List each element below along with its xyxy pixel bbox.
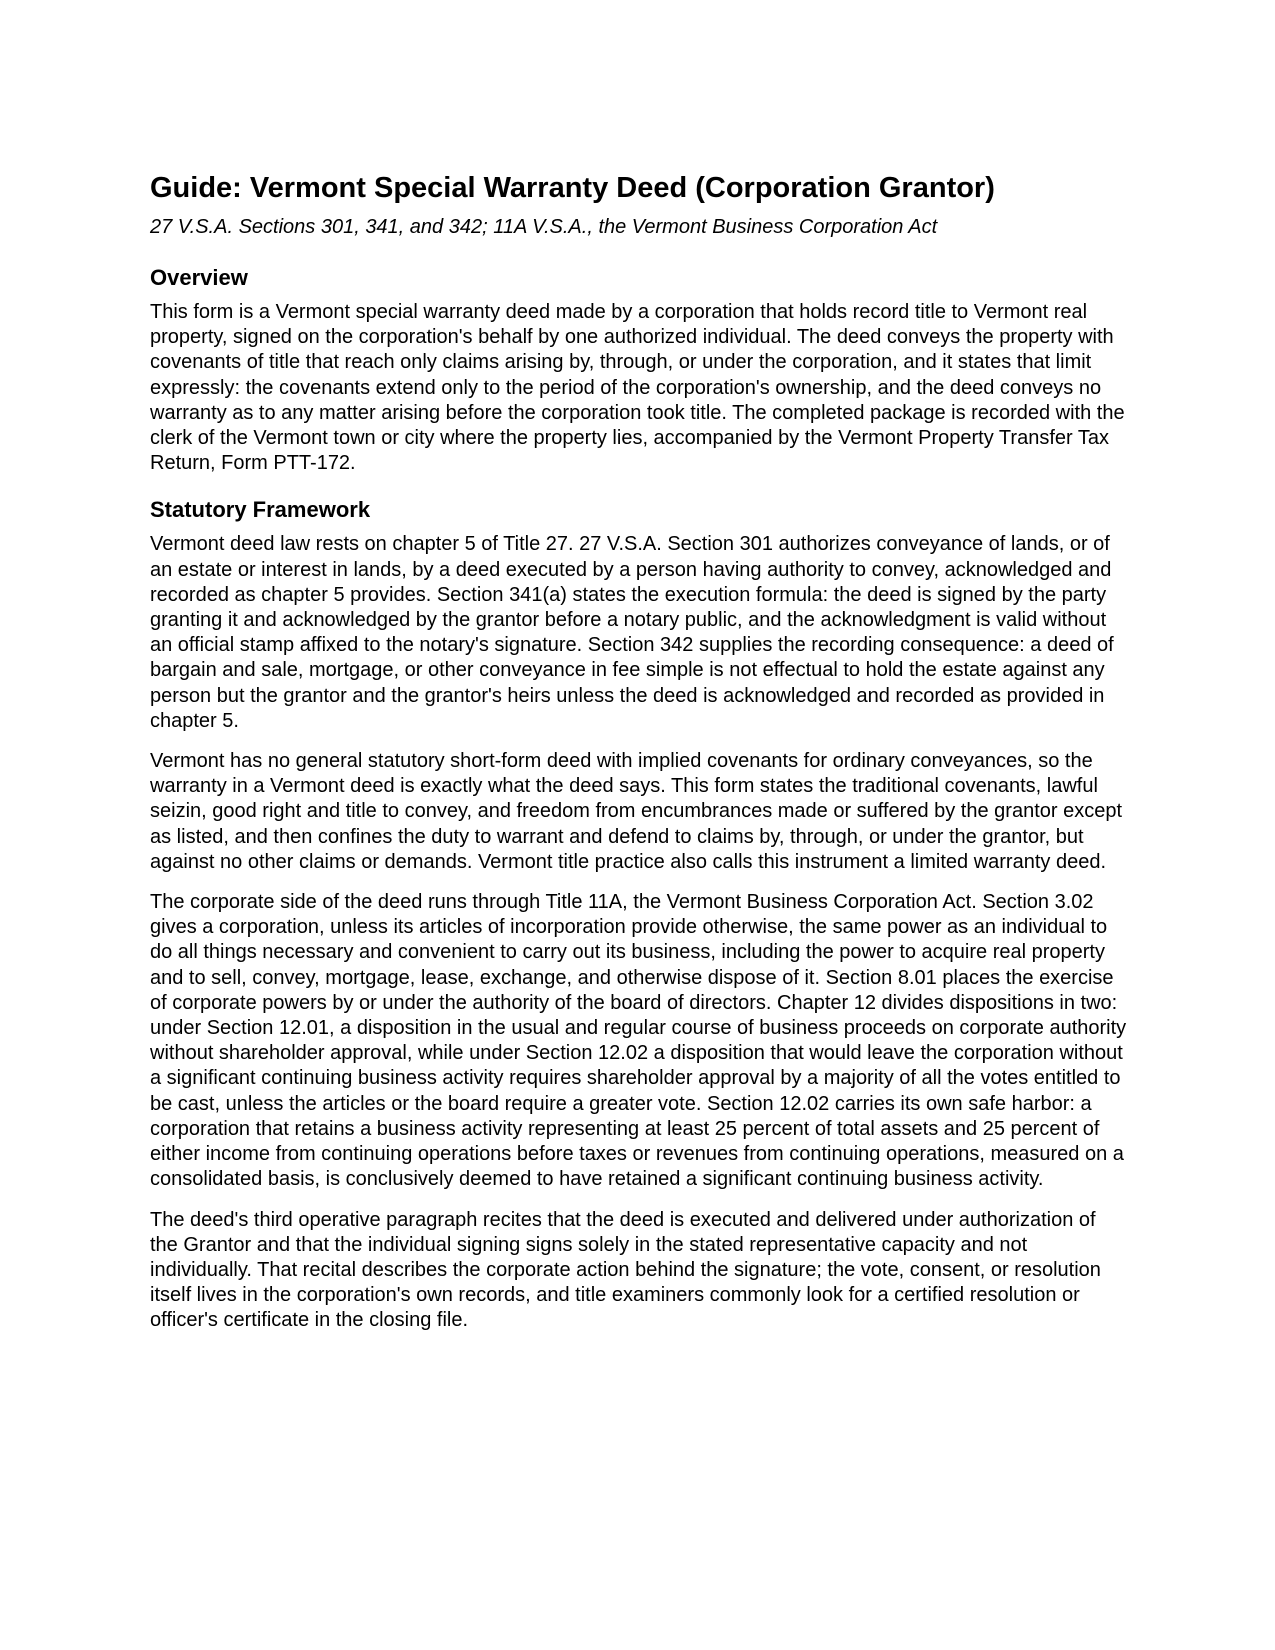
document-subtitle: 27 V.S.A. Sections 301, 341, and 342; 11A V.S.A., the Vermont Business Corporation Act xyxy=(150,216,938,238)
document-page xyxy=(150,170,1128,1334)
framework-paragraph-recital: The deed's third operative paragraph recites that the deed is executed and delivered under authorization of the Grantor and that the individual signing signs solely in the stated representative capacity and not individually. That recital describes the corporate action behind the signature; the vote, consent, or resolution itself lives in the corporation's own records, and title examiners commonly look for a certified resolution or officer's certificate in the closing file. xyxy=(150,1208,1101,1332)
section-overview xyxy=(150,264,1128,476)
framework-paragraph-warranty: Vermont has no general statutory short-form deed with implied covenants for ordinary conveyances, so the warranty in a Vermont deed is exactly what the deed says. This form states the traditional covenants, lawful seizin, good right and title to convey, and freedom from encumbrances made or suffered by the grantor except as listed, and then confines the duty to warrant and defend to claims by, through, or under the grantor, but against no other claims or demands. Vermont title practice also calls this instrument a limited warranty deed. xyxy=(150,750,1123,873)
section-heading-overview: Overview xyxy=(150,265,248,290)
overview-paragraph: This form is a Vermont special warranty deed made by a corporation that holds record title to Vermont real property, signed on the corporation's behalf by one authorized individual. The deed conveys the property with covenants of title that reach only claims arising by, through, or under the corporation, and it states that limit expressly: the covenants extend only to the period of the corporation's ownership, and the deed conveys no warranty as to any matter arising before the corporation took title. The completed package is recorded with the clerk of the Vermont town or city where the property lies, accompanied by the Vermont Property Transfer Tax Return, Form PTT-172. xyxy=(150,301,1125,475)
document-title: Guide: Vermont Special Warranty Deed (Corporation Grantor) xyxy=(150,172,995,204)
section-statutory-framework xyxy=(150,496,1128,1333)
section-heading-statutory-framework: Statutory Framework xyxy=(150,497,371,523)
framework-paragraph-chapter-5: Vermont deed law rests on chapter 5 of Title 27. 27 V.S.A. Section 301 authorizes conveyance of lands, or of an estate or interest in lands, by a deed executed by a person having authority to convey, acknowledged and recorded as chapter 5 provides. Section 341(a) states the execution formula: the deed is signed by the party granting it and acknowledged by the grantor before a notary public, and the acknowledgment is valid without an official stamp affixed to the notary's signature. Section 342 supplies the recording consequence: a deed of bargain and sale, mortgage, or other conveyance in fee simple is not effectual to hold the estate against any person but the grantor and the grantor's heirs unless the deed is acknowledged and recorded as provided in chapter 5. xyxy=(150,533,1114,732)
framework-paragraph-corporate-act: The corporate side of the deed runs through Title 11A, the Vermont Business Corporation Act. Section 3.02 gives a corporation, unless its articles of incorporation provide otherwise, the same power as an individual to do all things necessary and convenient to carry out its business, including the power to acquire real property and to sell, convey, mortgage, lease, exchange, and otherwise dispose of it. Section 8.01 places the exercise of corporate powers by or under the authority of the board of directors. Chapter 12 divides dispositions in two: under Section 12.01, a disposition in the usual and regular course of business proceeds on corporate authority without shareholder approval, while under Section 12.02 a disposition that would leave the corporation without a significant continuing business activity requires shareholder approval by a majority of all the votes entitled to be cast, unless the articles or the board require a greater vote. Section 12.02 carries its own safe harbor: a corporation that retains a business activity representing at least 25 percent of total assets and 25 percent of either income from continuing operations before taxes or revenues from continuing operations, measured on a consolidated basis, is conclusively deemed to have retained a significant continuing business activity. xyxy=(150,891,1127,1191)
